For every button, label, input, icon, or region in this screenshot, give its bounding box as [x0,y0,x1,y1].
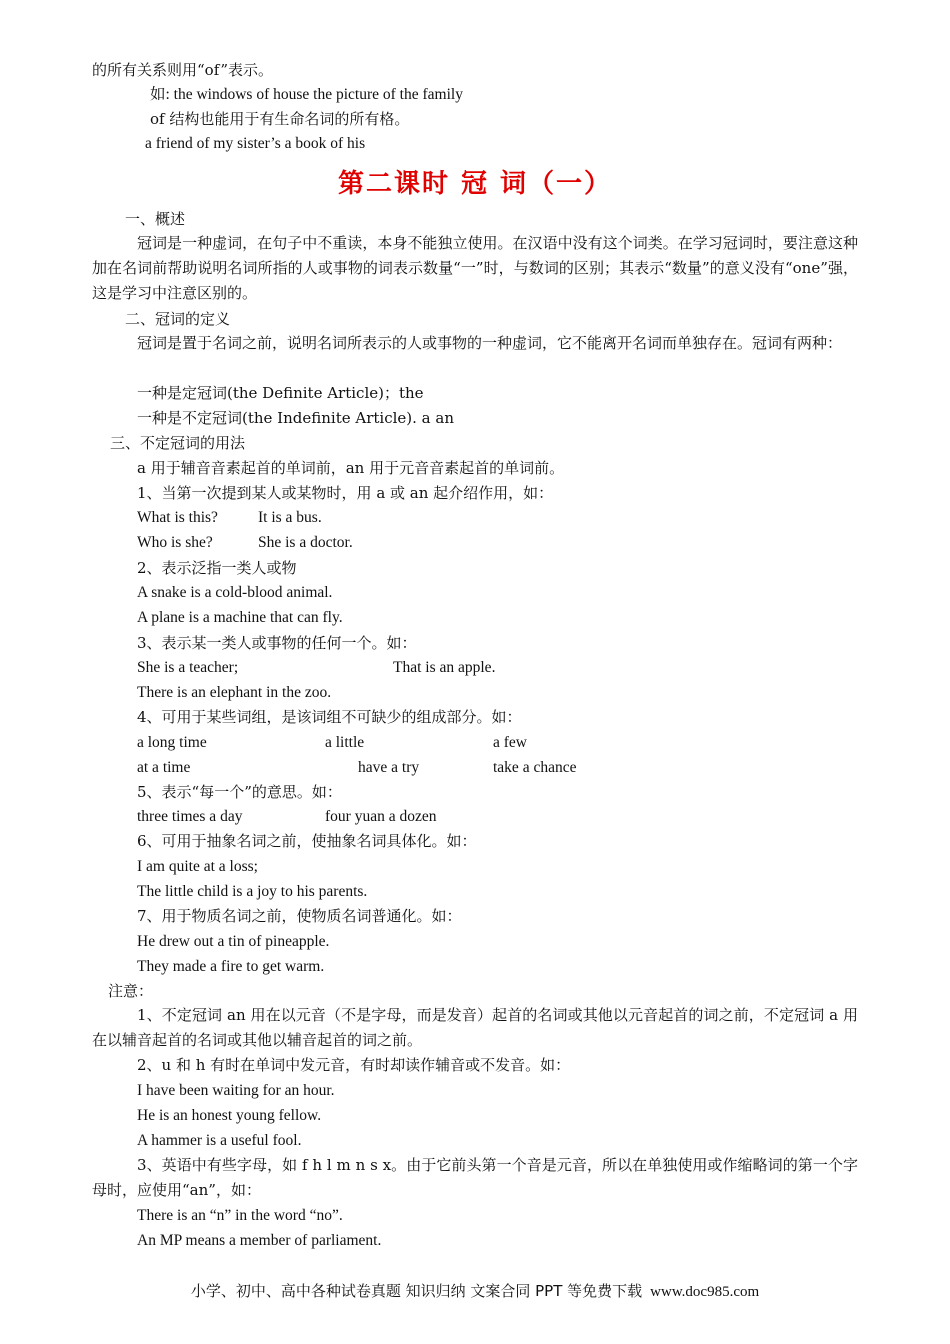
note-2-example-3: A hammer is a useful fool. [137,1132,302,1149]
page-footer [0,1280,950,1301]
note-2: 2、u 和 h 有时在单词中发元音，有时却读作辅音或不发音。如： [137,1056,571,1074]
line-example-of: 如: the windows of house the picture of the family [150,86,463,103]
usage-5-example-1b: four yuan a dozen [325,808,437,825]
definite-article-line: 一种是定冠词(the Definite Article)；the [137,384,424,402]
line-example-friend: a friend of my sister’s a book of his [145,135,366,152]
usage-1-example-1b: It is a bus. [258,509,322,526]
usage-3-example-1b: That is an apple. [393,659,496,676]
footer-text: 小学、初中、高中各种试卷真题 知识归纳 文案合同 PPT 等免费下载 [190,1282,643,1300]
note-2-example-1: I have been waiting for an hour. [137,1082,335,1099]
section-1-heading: 一、概述 [125,210,186,228]
indefinite-article-line: 一种是不定冠词(the Indefinite Article). a an [137,409,454,427]
usage-1-example-2a: Who is she? [137,534,213,551]
usage-2-example-2: A plane is a machine that can fly. [137,609,343,626]
usage-4-phrase-2a: at a time [137,759,191,776]
page-title: 第二课时 冠 词（一） [337,169,613,199]
section-3-intro: a 用于辅音音素起首的单词前，an 用于元音音素起首的单词前。 [137,459,565,477]
usage-1: 1、当第一次提到某人或某物时，用 a 或 an 起介绍作用，如： [137,484,554,502]
usage-4-phrase-2c: take a chance [493,759,577,776]
section-2-heading: 二、冠词的定义 [125,310,231,328]
usage-5-example-1a: three times a day [137,808,243,825]
usage-7-example-2: They made a fire to get warm. [137,958,325,975]
usage-1-example-1a: What is this? [137,509,218,526]
usage-3-example-1a: She is a teacher; [137,659,239,676]
note-3-example-1: There is an “n” in the word “no”. [137,1207,343,1224]
note-3-paragraph: 3、英语中有些字母，如 f h l m n s x。由于它前头第一个音是元音，所以在单独使用或作缩略词的第一个字母时，应使用“an”，如： [92,1156,858,1199]
note-2-example-2: He is an honest young fellow. [137,1107,322,1124]
line-of-relation: 的所有关系则用“of”表示。 [92,61,274,79]
usage-3-example-2: There is an elephant in the zoo. [137,684,332,701]
line-of-structure: of 结构也能用于有生命名词的所有格。 [150,110,410,128]
usage-4-phrase-1c: a few [493,734,527,751]
footer-url-link[interactable]: www.doc985.com [650,1284,760,1300]
usage-4-phrase-1b: a little [325,734,365,751]
section-1-paragraph: 冠词是一种虚词，在句子中不重读，本身不能独立使用。在汉语中没有这个词类。在学习冠词时，要注意这种加在名词前帮助说明名词所指的人或事物的词表示数量“一”时，与数词的区别；其表示“数量”的意义没有“one”强，这是学习中注意区别的。 [92,234,858,302]
usage-5: 5、表示“每一个”的意思。如： [137,783,342,801]
usage-4: 4、可用于某些词组，是该词组不可缺少的组成部分。如： [137,708,522,726]
section-2-paragraph: 冠词是置于名词之前，说明名词所表示的人或事物的一种虚词，它不能离开名词而单独存在。冠词有两种： [137,334,843,352]
usage-6: 6、可用于抽象名词之前，使抽象名词具体化。如： [137,832,477,850]
usage-4-phrase-2b: have a try [358,759,420,776]
usage-1-example-2b: She is a doctor. [258,534,353,551]
note-3-example-2: An MP means a member of parliament. [137,1232,382,1249]
note-heading: 注意： [108,982,154,1000]
usage-6-example-1: I am quite at a loss; [137,858,258,875]
usage-3: 3、表示某一类人或事物的任何一个。如： [137,634,417,652]
usage-7-example-1: He drew out a tin of pineapple. [137,933,330,950]
section-3-heading: 三、不定冠词的用法 [110,434,246,452]
usage-6-example-2: The little child is a joy to his parents. [137,883,368,900]
usage-2: 2、表示泛指一类人或物 [137,559,297,577]
usage-2-example-1: A snake is a cold-blood animal. [137,584,333,601]
usage-7: 7、用于物质名词之前，使物质名词普通化。如： [137,907,462,925]
usage-4-phrase-1a: a long time [137,734,207,751]
note-1-paragraph: 1、不定冠词 an 用在以元音（不是字母，而是发音）起首的名词或其他以元音起首的词之前，不定冠词 a 用在以辅音起首的名词或其他以辅音起首的词之前。 [92,1006,858,1049]
